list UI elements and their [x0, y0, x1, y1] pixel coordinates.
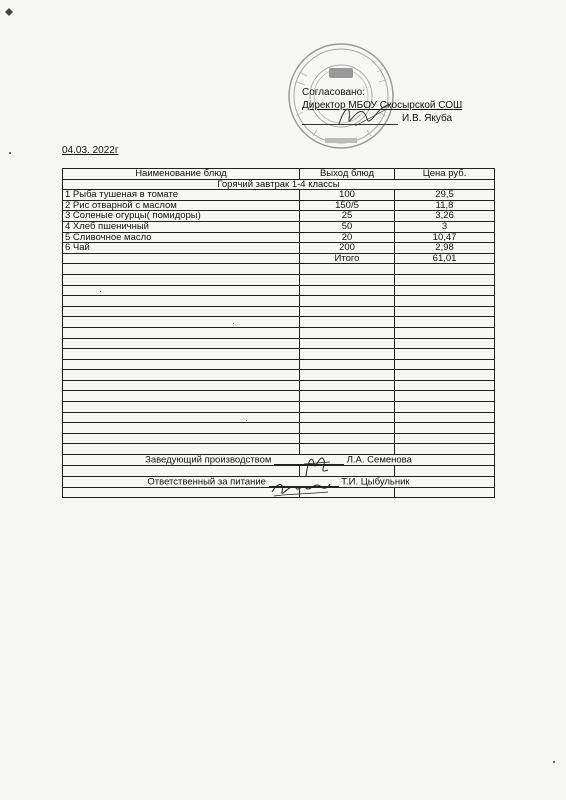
section-row: [63, 179, 495, 190]
director-signature: [335, 100, 395, 130]
menu-table: [62, 168, 495, 498]
empty-row: [63, 285, 495, 296]
header-price: Цена руб.: [395, 169, 495, 180]
scan-speck: [233, 323, 234, 324]
approval-heading: Согласовано:: [302, 87, 365, 98]
dish-price: 10,47: [395, 232, 495, 243]
empty-row: [63, 444, 495, 455]
director-name: И.В. Якуба: [402, 113, 453, 124]
empty-row: [63, 264, 495, 275]
dish-name: 5 Сливочное масло: [63, 232, 300, 243]
empty-row: [63, 466, 495, 477]
total-empty-cell: [63, 253, 300, 264]
scan-speck: [246, 420, 247, 421]
empty-row: [63, 391, 495, 402]
table-row: [63, 200, 495, 211]
nutrition-signature: [268, 478, 334, 500]
dish-portion: 200: [299, 243, 394, 254]
empty-row: [63, 317, 495, 328]
empty-row: [63, 327, 495, 338]
production-head-signature: [300, 450, 334, 480]
production-head-signoff: [63, 455, 495, 466]
empty-row: [63, 274, 495, 285]
header-dish: Наименование блюд: [63, 169, 300, 180]
production-head-name: Л.А. Семенова: [346, 454, 412, 466]
total-value: 61,01: [395, 253, 495, 264]
empty-row: [63, 370, 495, 381]
dish-portion: 150/5: [299, 200, 394, 211]
empty-row: [63, 433, 495, 444]
empty-row: [63, 349, 495, 360]
scan-speck: [9, 152, 11, 154]
scan-speck: [553, 761, 555, 763]
dish-name: 4 Хлеб пшеничный: [63, 221, 300, 232]
dish-name: 3 Соленые огурцы( помидоры): [63, 211, 300, 222]
punch-hole-icon: [3, 6, 15, 18]
dish-price: 29,5: [395, 190, 495, 201]
dish-portion: 100: [299, 190, 394, 201]
dish-price: 3: [395, 221, 495, 232]
document-date: 04.03. 2022г: [62, 145, 119, 156]
director-position: Директор МБОУ Скосырской СОШ: [302, 100, 463, 111]
empty-row: [63, 296, 495, 307]
empty-row: [63, 306, 495, 317]
total-label: Итого: [299, 253, 394, 264]
dish-portion: 25: [299, 211, 394, 222]
table-row: [63, 211, 495, 222]
table-row: [63, 232, 495, 243]
nutrition-name: Т.И. Цыбульник: [341, 476, 410, 488]
nutrition-role: Ответственный за питание: [147, 476, 266, 488]
production-head-row: [63, 455, 495, 466]
section-title: Горячий завтрак 1-4 классы: [63, 179, 495, 190]
empty-row: [63, 338, 495, 349]
empty-row: [63, 359, 495, 370]
dish-name: 2 Рис отварной с маслом: [63, 200, 300, 211]
dish-portion: 20: [299, 232, 394, 243]
dish-portion: 50: [299, 221, 394, 232]
table-header-row: [63, 169, 495, 180]
table-row: [63, 221, 495, 232]
dish-name: 1 Рыба тушеная в томате: [63, 190, 300, 201]
dish-price: 3,26: [395, 211, 495, 222]
empty-row: [63, 402, 495, 413]
empty-row: [63, 412, 495, 423]
total-row: [63, 253, 495, 264]
scan-speck: [100, 291, 101, 292]
empty-row: [63, 423, 495, 434]
dish-price: 2,98: [395, 243, 495, 254]
empty-row: [63, 380, 495, 391]
table-row: [63, 243, 495, 254]
header-portion: Выход блюд: [299, 169, 394, 180]
dish-price: 11,8: [395, 200, 495, 211]
table-row: [63, 190, 495, 201]
dish-name: 6 Чай: [63, 243, 300, 254]
production-head-role: Заведующий производством: [145, 454, 272, 466]
